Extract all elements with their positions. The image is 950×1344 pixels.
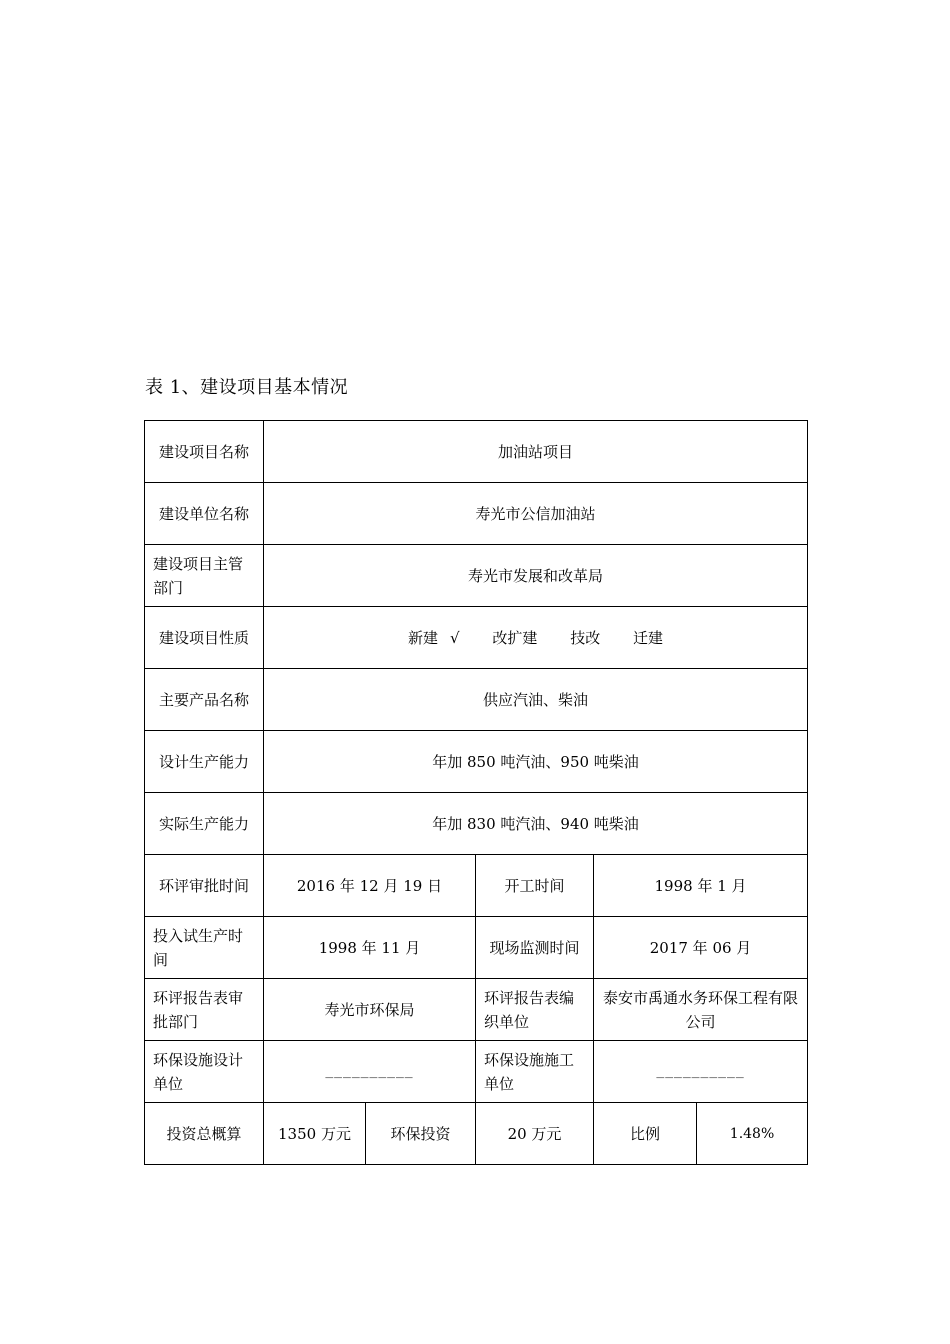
approval-time-value: 2016 年 12 月 19 日	[264, 855, 476, 917]
construct-unit-label: 环保设施施工单位	[476, 1041, 594, 1103]
actual-capacity-value: 年加 830 吨汽油、940 吨柴油	[264, 793, 808, 855]
product-value: 供应汽油、柴油	[264, 669, 808, 731]
invest-total-value: 1350 万元	[264, 1103, 366, 1165]
check-mark-icon: √	[450, 628, 460, 647]
table-row-times	[145, 855, 808, 917]
table-row-approval-dept	[145, 979, 808, 1041]
invest-total-label: 投资总概算	[145, 1103, 264, 1165]
actual-capacity-label: 实际生产能力	[145, 793, 264, 855]
prep-unit-value: 泰安市禹通水务环保工程有限公司	[594, 979, 808, 1041]
nature-option-expand: 改扩建	[492, 628, 538, 647]
design-unit-label: 环保设施设计单位	[145, 1041, 264, 1103]
monitor-time-label: 现场监测时间	[476, 917, 594, 979]
design-unit-value: __________	[264, 1041, 476, 1103]
table-row-actual-capacity	[145, 793, 808, 855]
start-time-label: 开工时间	[476, 855, 594, 917]
monitor-time-value: 2017 年 06 月	[594, 917, 808, 979]
table-row-design-capacity	[145, 731, 808, 793]
table-row-product	[145, 669, 808, 731]
ratio-value: 1.48%	[697, 1103, 808, 1165]
nature-options	[264, 607, 808, 669]
unit-name-value: 寿光市公信加油站	[264, 483, 808, 545]
product-label: 主要产品名称	[145, 669, 264, 731]
project-info-table	[144, 420, 808, 1165]
construct-unit-value: __________	[594, 1041, 808, 1103]
env-invest-value: 20 万元	[476, 1103, 594, 1165]
table-row-trial	[145, 917, 808, 979]
design-capacity-label: 设计生产能力	[145, 731, 264, 793]
page-title: 表 1、建设项目基本情况	[145, 377, 349, 398]
nature-option-new: 新建 √	[408, 626, 460, 650]
env-invest-label: 环保投资	[366, 1103, 476, 1165]
approval-dept-value: 寿光市环保局	[264, 979, 476, 1041]
ratio-label: 比例	[594, 1103, 697, 1165]
table-row-unit-name	[145, 483, 808, 545]
dept-label: 建设项目主管部门	[145, 545, 264, 607]
dept-value: 寿光市发展和改革局	[264, 545, 808, 607]
approval-dept-label: 环评报告表审批部门	[145, 979, 264, 1041]
approval-time-label: 环评审批时间	[145, 855, 264, 917]
table-row-facility-units	[145, 1041, 808, 1103]
nature-option-relocate: 迁建	[632, 628, 663, 647]
prep-unit-label: 环评报告表编织单位	[476, 979, 594, 1041]
table-row-nature	[145, 607, 808, 669]
nature-label: 建设项目性质	[145, 607, 264, 669]
design-capacity-value: 年加 850 吨汽油、950 吨柴油	[264, 731, 808, 793]
table-row-project-name	[145, 421, 808, 483]
nature-option-tech: 技改	[570, 628, 601, 647]
project-name-label: 建设项目名称	[145, 421, 264, 483]
unit-name-label: 建设单位名称	[145, 483, 264, 545]
trial-time-label: 投入试生产时间	[145, 917, 264, 979]
table-row-investment	[145, 1103, 808, 1165]
start-time-value: 1998 年 1 月	[594, 855, 808, 917]
table-row-dept	[145, 545, 808, 607]
project-name-value: 加油站项目	[264, 421, 808, 483]
trial-time-value: 1998 年 11 月	[264, 917, 476, 979]
